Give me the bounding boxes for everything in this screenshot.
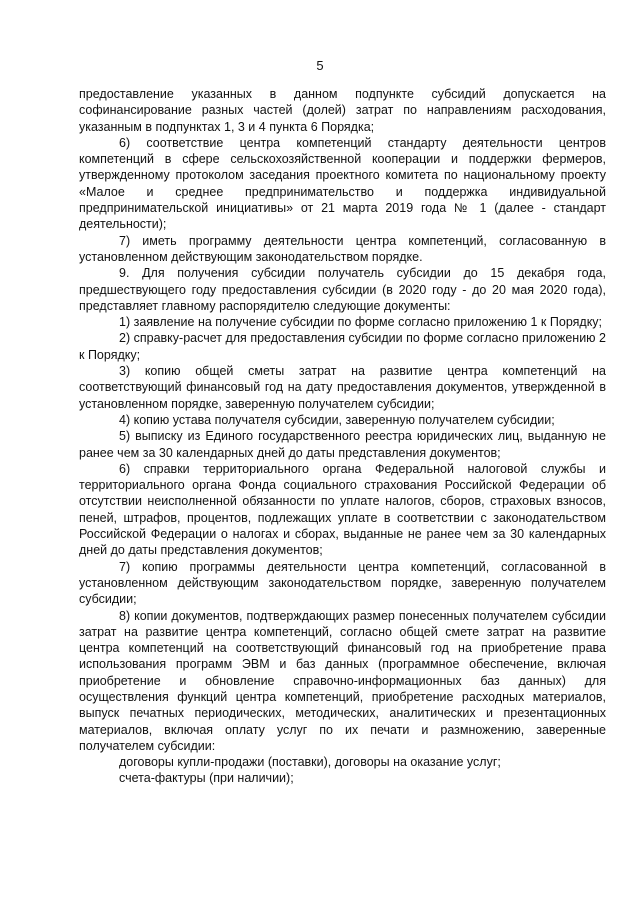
paragraph-doc-8-expense-documents: 8) копии документов, подтверждающих размер понесенных получателем субсидии затрат на развитие центра компетенций, согласно общей смете затрат на развитие центра компетенций на соответствующий финансовый год на приобретение права использования программ ЭВМ и баз данных (программное обеспечение, включая приобретение и обновление справочно-информационных баз данных) для осуществления функций центра компетенций, приобретение расходных материалов, выпуск печатных периодических, методических, аналитических и презентационных материалов, включая оплату услуг по их печати и размножению, заверенные получателем субсидии: <box>79 608 606 753</box>
paragraph-doc-5-registry-extract: 5) выписку из Единого государственного реестра юридических лиц, выданную не ранее чем за 30 календарных дней до даты представления документов; <box>79 429 606 460</box>
paragraph-doc-4-charter: 4) копию устава получателя субсидии, заверенную получателем субсидии; <box>119 412 555 427</box>
paragraph-clause-9: 9. Для получения субсидии получатель субсидии до 15 декабря года, предшествующего году предоставления субсидии (в 2020 году - до 20 мая 2020 года), представляет главному распорядителю следующие документы: <box>79 266 606 313</box>
paragraph-item-7-activity-program: 7) иметь программу деятельности центра компетенций, согласованную в установленном действующим законодательством порядке. <box>79 233 606 264</box>
paragraph-doc-2-calculation: 2) справку-расчет для предоставления субсидии по форме согласно приложению 2 к Порядку; <box>79 331 606 362</box>
paragraph-invoices: счета-фактуры (при наличии); <box>119 771 294 786</box>
paragraph-doc-1-application: 1) заявление на получение субсидии по форме согласно приложению 1 к Порядку; <box>119 315 603 330</box>
document-body <box>79 86 606 787</box>
paragraph-doc-3-cost-estimate: 3) копию общей сметы затрат на развитие центра компетенций на соответствующий финансовый год на дату предоставления документов, утвержденной в установленном порядке, заверенную получателем субсидии; <box>79 364 606 411</box>
paragraph-doc-6-tax-certificates: 6) справки территориального органа Федеральной налоговой службы и территориального органа Фонда социального страхования Российской Федерации об отсутствии неисполненной обязанности по уплате налогов, сборов, страховых взносов, пеней, штрафов, процентов, подлежащих уплате в соответствии с законодательством Российской Федерации о налогах и сборах, выданные не ранее чем за 30 календарных дней до даты представления документов; <box>79 461 606 558</box>
paragraph-doc-7-program-copy: 7) копию программы деятельности центра компетенций, согласованной в установленном действующим законодательством порядке, заверенную получателем субсидии; <box>79 559 606 607</box>
page-number: 5 <box>316 58 324 73</box>
paragraph-contracts: договоры купли-продажи (поставки), договоры на оказание услуг; <box>119 755 501 770</box>
paragraph-item-6-competence-standard: 6) соответствие центра компетенций стандарту деятельности центров компетенций в сфере сельскохозяйственной кооперации и поддержки фермеров, утвержденному протоколом заседания проектного комитета по национальному проекту «Малое и среднее предпринимательство и поддержка индивидуальной предпринимательской инициативы» от 21 марта 2019 года № 1 (далее - стандарт деятельности); <box>79 135 606 232</box>
paragraph-continuation: предоставление указанных в данном подпункте субсидий допускается на софинансирование разных частей (долей) затрат по направлениям расходования, указанным в подпунктах 1, 3 и 4 пункта 6 Порядка; <box>79 87 606 134</box>
